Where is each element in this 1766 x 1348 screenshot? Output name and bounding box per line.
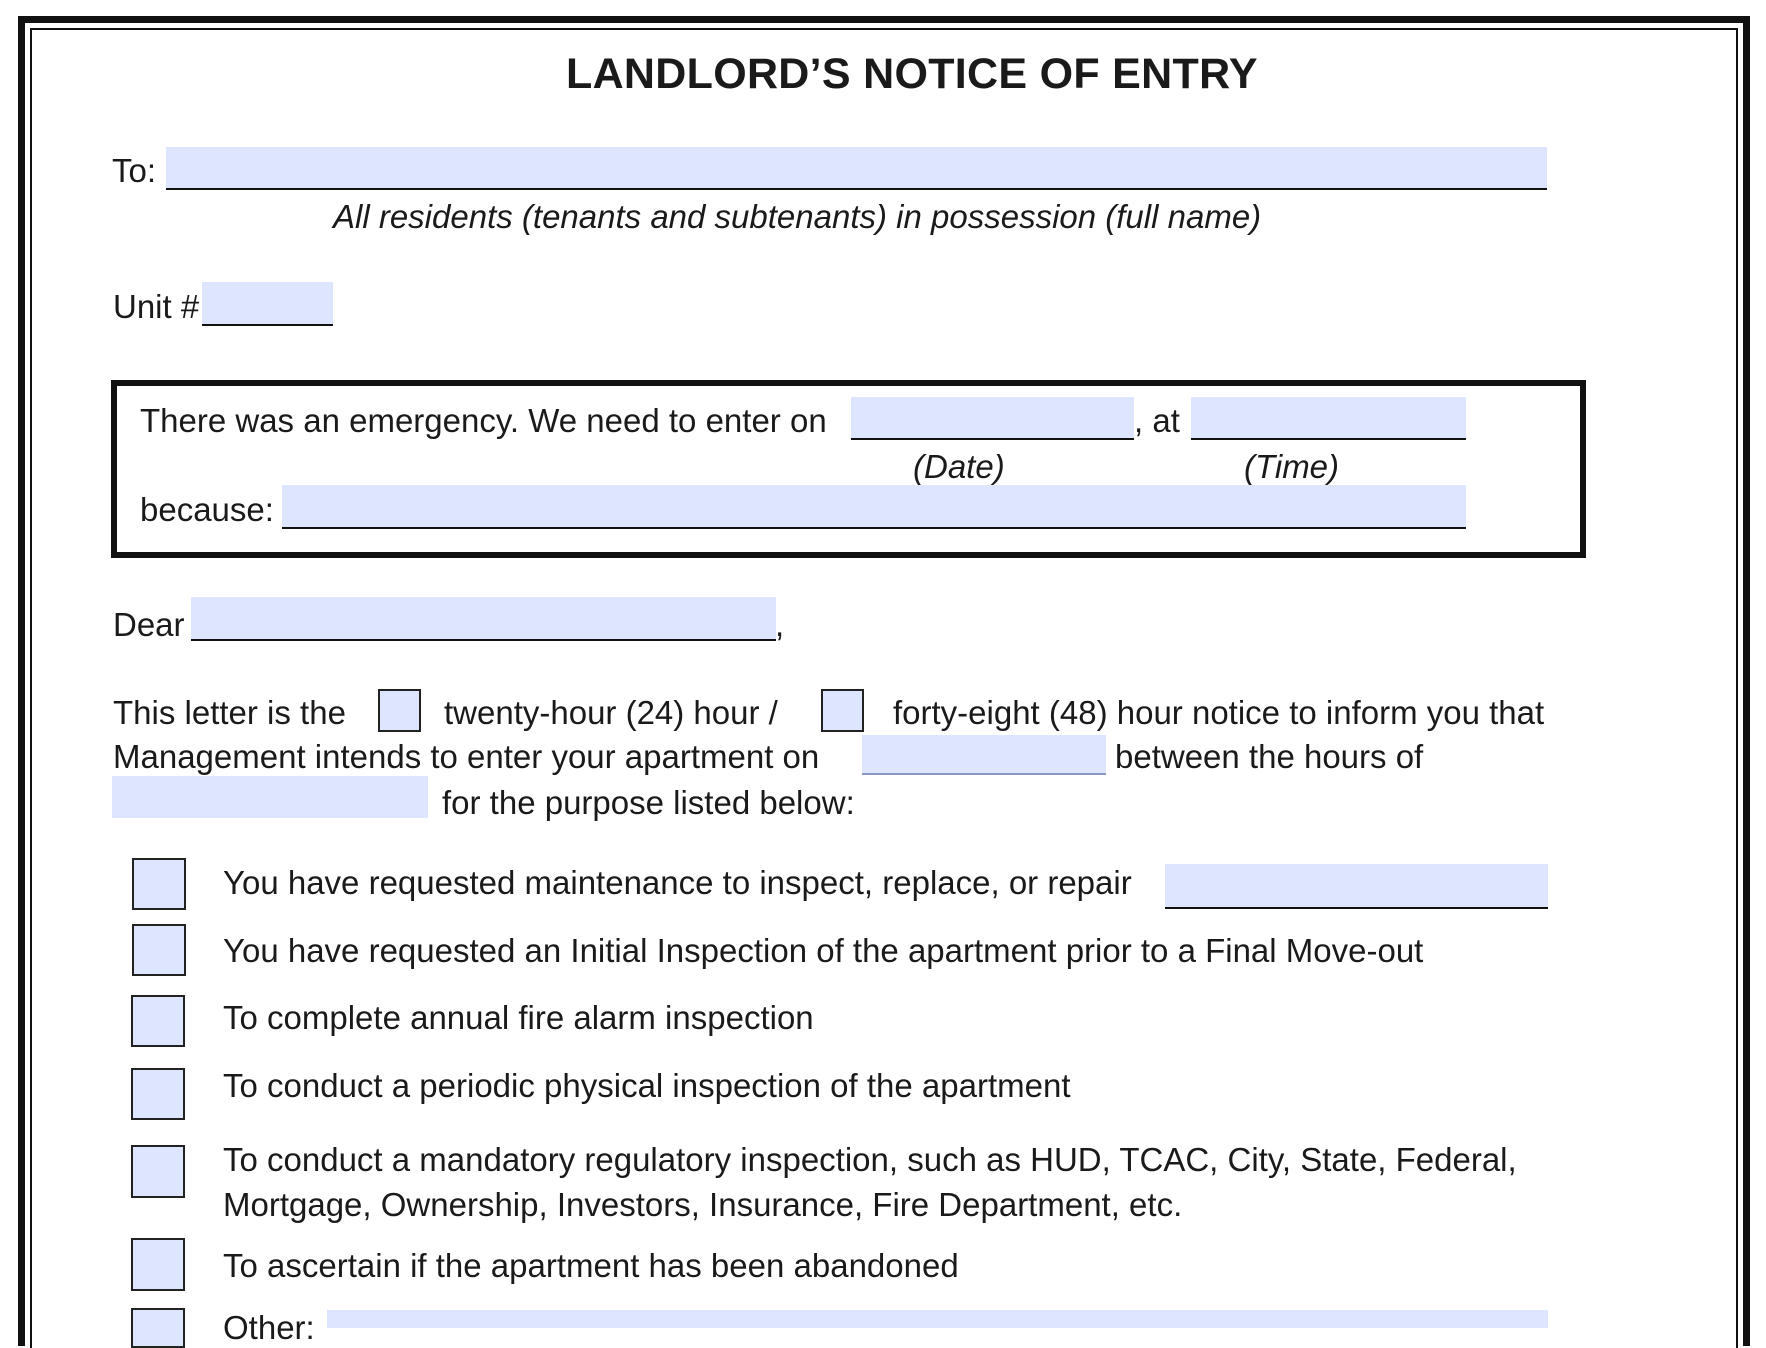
hours-field[interactable] bbox=[112, 776, 428, 818]
notice-line3-end: for the purpose listed below: bbox=[442, 784, 855, 821]
checkbox-24-hour[interactable] bbox=[378, 689, 421, 732]
checkbox-48-hour[interactable] bbox=[821, 689, 864, 732]
notice-line2-start: Management intends to enter your apartment on bbox=[113, 738, 820, 775]
repair-item-field[interactable] bbox=[1165, 864, 1548, 909]
purpose-checkbox-initial-inspection[interactable] bbox=[132, 924, 186, 976]
date-caption: (Date) bbox=[913, 448, 1005, 485]
purpose-checkbox-maintenance[interactable] bbox=[132, 858, 186, 910]
unit-label: Unit # bbox=[113, 288, 200, 325]
emergency-date-field[interactable] bbox=[851, 397, 1134, 440]
purpose-checkbox-regulatory[interactable] bbox=[131, 1145, 185, 1198]
emergency-time-field[interactable] bbox=[1191, 397, 1466, 440]
to-label: To: bbox=[112, 152, 157, 189]
option-48-hour-label: forty-eight (48) hour notice to inform you that bbox=[893, 694, 1545, 731]
to-field[interactable] bbox=[166, 147, 1547, 190]
emergency-at-label: , at bbox=[1134, 402, 1180, 439]
dear-label: Dear bbox=[113, 606, 185, 643]
option-24-hour-label: twenty-hour (24) hour / bbox=[444, 694, 778, 731]
unit-field[interactable] bbox=[202, 282, 333, 326]
dear-comma: , bbox=[775, 606, 785, 643]
purpose-checkbox-periodic-inspection[interactable] bbox=[131, 1068, 185, 1120]
purpose-label-periodic-inspection: To conduct a periodic physical inspection of the apartment bbox=[223, 1067, 1071, 1104]
form-title: LANDLORD’S NOTICE OF ENTRY bbox=[566, 50, 1258, 98]
because-label: because: bbox=[140, 491, 274, 528]
notice-line1-start: This letter is the bbox=[113, 694, 346, 731]
purpose-label-other: Other: bbox=[223, 1309, 315, 1346]
because-field[interactable] bbox=[282, 485, 1466, 529]
purpose-checkbox-abandoned[interactable] bbox=[131, 1238, 185, 1291]
entry-date-field[interactable] bbox=[862, 735, 1106, 775]
purpose-label-abandoned: To ascertain if the apartment has been abandoned bbox=[223, 1247, 959, 1284]
purpose-label-regulatory-line2: Mortgage, Ownership, Investors, Insurance, Fire Department, etc. bbox=[223, 1186, 1183, 1223]
to-caption: All residents (tenants and subtenants) in possession (full name) bbox=[333, 198, 1262, 235]
emergency-text: There was an emergency. We need to enter on bbox=[140, 402, 827, 439]
time-caption: (Time) bbox=[1244, 448, 1340, 485]
purpose-checkbox-other[interactable] bbox=[131, 1308, 185, 1348]
dear-field[interactable] bbox=[191, 597, 776, 641]
notice-line2-end: between the hours of bbox=[1115, 738, 1424, 775]
purpose-label-initial-inspection: You have requested an Initial Inspection of the apartment prior to a Final Move-out bbox=[223, 932, 1424, 969]
purpose-label-fire-alarm: To complete annual fire alarm inspection bbox=[223, 999, 814, 1036]
purpose-checkbox-fire-alarm[interactable] bbox=[131, 995, 185, 1047]
other-purpose-field[interactable] bbox=[327, 1310, 1548, 1328]
purpose-label-maintenance: You have requested maintenance to inspect, replace, or repair bbox=[223, 864, 1132, 901]
purpose-label-regulatory-line1: To conduct a mandatory regulatory inspection, such as HUD, TCAC, City, State, Federal, bbox=[223, 1141, 1517, 1178]
